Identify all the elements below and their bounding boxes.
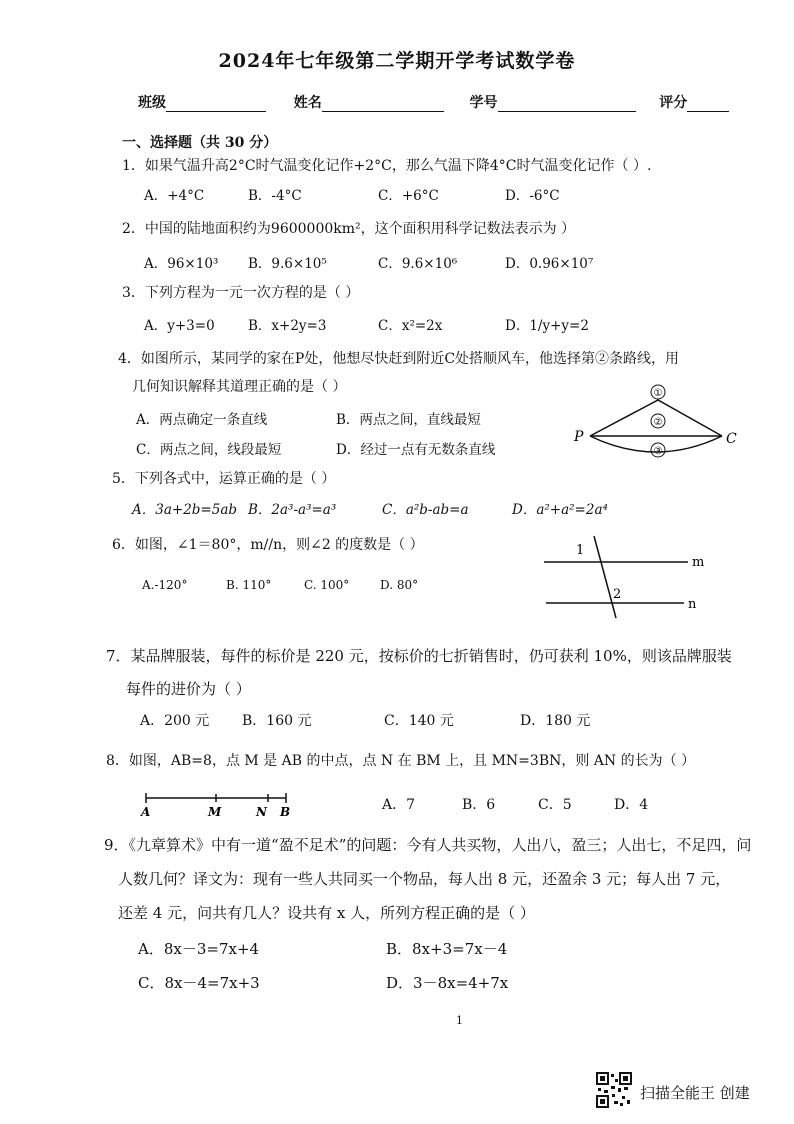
q4-option-c: C．两点之间，线段最短 xyxy=(136,442,282,458)
q8-option-b: B．6 xyxy=(462,797,496,813)
line-m-label: m xyxy=(692,555,705,570)
section-heading: 一、选择题（共 30 分） xyxy=(122,135,278,151)
class-blank xyxy=(166,97,266,112)
q9-option-a: A．8x－3=7x+4 xyxy=(138,940,260,958)
route-2-label: ② xyxy=(653,417,663,428)
transversal xyxy=(594,536,616,618)
q9-option-c: C．8x－4=7x+3 xyxy=(138,974,260,992)
q5-option-d: D．a²+a²=2a⁴ xyxy=(512,502,608,518)
id-blank xyxy=(498,97,636,112)
point-b-label: B xyxy=(280,805,291,819)
q1-option-a: A．+4°C xyxy=(144,188,205,204)
route-3-label: ③ xyxy=(653,446,663,457)
q4-option-a: A．两点确定一条直线 xyxy=(136,412,268,428)
id-label: 学号 xyxy=(469,95,498,111)
question-4-line2: 几何知识解释其道理正确的是（ ） xyxy=(132,379,347,395)
q6-option-b: B. 110° xyxy=(226,578,272,592)
q4-option-d: D．经过一点有无数条直线 xyxy=(336,442,496,458)
q6-option-d: D. 80° xyxy=(380,578,419,592)
point-n-label: N xyxy=(256,805,267,819)
q1-option-c: C．+6°C xyxy=(378,188,439,204)
q3-option-c: C．x²=2x xyxy=(378,318,443,334)
q8-option-d: D．4 xyxy=(614,797,649,813)
q7-option-a: A．200 元 xyxy=(140,713,210,729)
q4-route-figure xyxy=(570,378,750,468)
question-5: 5．下列各式中，运算正确的是（ ） xyxy=(112,471,336,487)
question-1: 1．如果气温升高2°C时气温变化记作+2°C，那么气温下降4°C时气温变化记作（ ）. xyxy=(122,158,652,174)
question-8: 8．如图，AB=8，点 M 是 AB 的中点，点 N 在 BM 上，且 MN=3BN，则 AN 的长为（ ） xyxy=(106,753,696,769)
q9-option-b: B．8x+3=7x－4 xyxy=(386,940,508,958)
angle-1-label: 1 xyxy=(576,543,585,558)
point-a-label: A xyxy=(141,805,151,819)
question-4-line1: 4．如图所示，某同学的家在P处，他想尽快赶到附近C处搭顺风车，他选择第②条路线，用 xyxy=(118,351,680,367)
q3-option-b: B．x+2y=3 xyxy=(248,318,327,334)
question-9-line1: 9．《九章算术》中有一道“盈不足术”的问题：今有人共买物，人出八，盈三；人出七，不足四，问 xyxy=(104,836,752,854)
q6-parallel-lines-figure xyxy=(540,530,720,620)
score-blank xyxy=(687,97,729,112)
name-label: 姓名 xyxy=(293,95,322,111)
q3-option-a: A．y+3=0 xyxy=(144,318,215,334)
route-1-label: ① xyxy=(653,388,663,399)
name-blank xyxy=(322,97,444,112)
q6-option-c: C. 100° xyxy=(304,578,350,592)
question-9-line2: 人数几何？译文为：现有一些人共同买一个物品，每人出 8 元，还盈余 3 元；每人出 7 元， xyxy=(118,870,731,888)
q2-option-d: D．0.96×10⁷ xyxy=(505,256,594,272)
q8-segment-figure xyxy=(138,788,298,820)
q1-option-b: B．-4°C xyxy=(248,188,302,204)
question-7-line1: 7．某品牌服装，每件的标价是 220 元，按标价的七折销售时，仍可获利 10%，则该品牌服装 xyxy=(106,647,732,665)
point-c-label: C xyxy=(726,431,737,447)
scanner-credit: 扫描全能王 创建 xyxy=(640,1084,750,1102)
point-m-label: M xyxy=(208,805,222,819)
q6-option-a: A.-120° xyxy=(142,578,188,592)
q4-option-b: B．两点之间，直线最短 xyxy=(336,412,481,428)
exam-title: 2024年七年级第二学期开学考试数学卷 xyxy=(218,50,576,72)
point-p-label: P xyxy=(574,429,584,445)
q2-option-b: B．9.6×10⁵ xyxy=(248,256,327,272)
q8-option-c: C．5 xyxy=(538,797,572,813)
question-3: 3．下列方程为一元一次方程的是（ ） xyxy=(122,285,360,301)
q9-option-d: D．3－8x=4+7x xyxy=(386,974,509,992)
question-9-line3: 还差 4 元，问共有几人？设共有 x 人，所列方程正确的是（ ） xyxy=(118,904,535,922)
header-fields xyxy=(138,92,729,112)
question-2: 2．中国的陆地面积约为9600000km²，这个面积用科学记数法表示为 ） xyxy=(122,221,576,237)
class-label: 班级 xyxy=(138,95,166,111)
page-number: 1 xyxy=(456,1014,463,1027)
q5-option-c: C．a²b-ab=a xyxy=(382,502,469,518)
question-6: 6．如图，∠1＝80°，m//n，则∠2 的度数是（ ） xyxy=(112,537,424,553)
line-n-label: n xyxy=(688,597,697,612)
q1-option-d: D．-6°C xyxy=(505,188,560,204)
q5-option-a: A．3a+2b=5ab xyxy=(132,502,238,518)
q3-option-d: D．1/y+y=2 xyxy=(505,318,589,334)
score-label: 评分 xyxy=(659,95,688,111)
q7-option-b: B．160 元 xyxy=(242,713,312,729)
angle-2-label: 2 xyxy=(613,587,622,602)
q7-option-d: D．180 元 xyxy=(520,713,591,729)
q2-option-a: A．96×10³ xyxy=(144,256,219,272)
q8-option-a: A．7 xyxy=(382,797,416,813)
qr-code-icon xyxy=(596,1072,632,1108)
q7-option-c: C．140 元 xyxy=(384,713,454,729)
q5-option-b: B．2a³-a³=a³ xyxy=(248,502,337,518)
question-7-line2: 每件的进价为（ ） xyxy=(126,680,251,698)
q2-option-c: C．9.6×10⁶ xyxy=(378,256,458,272)
